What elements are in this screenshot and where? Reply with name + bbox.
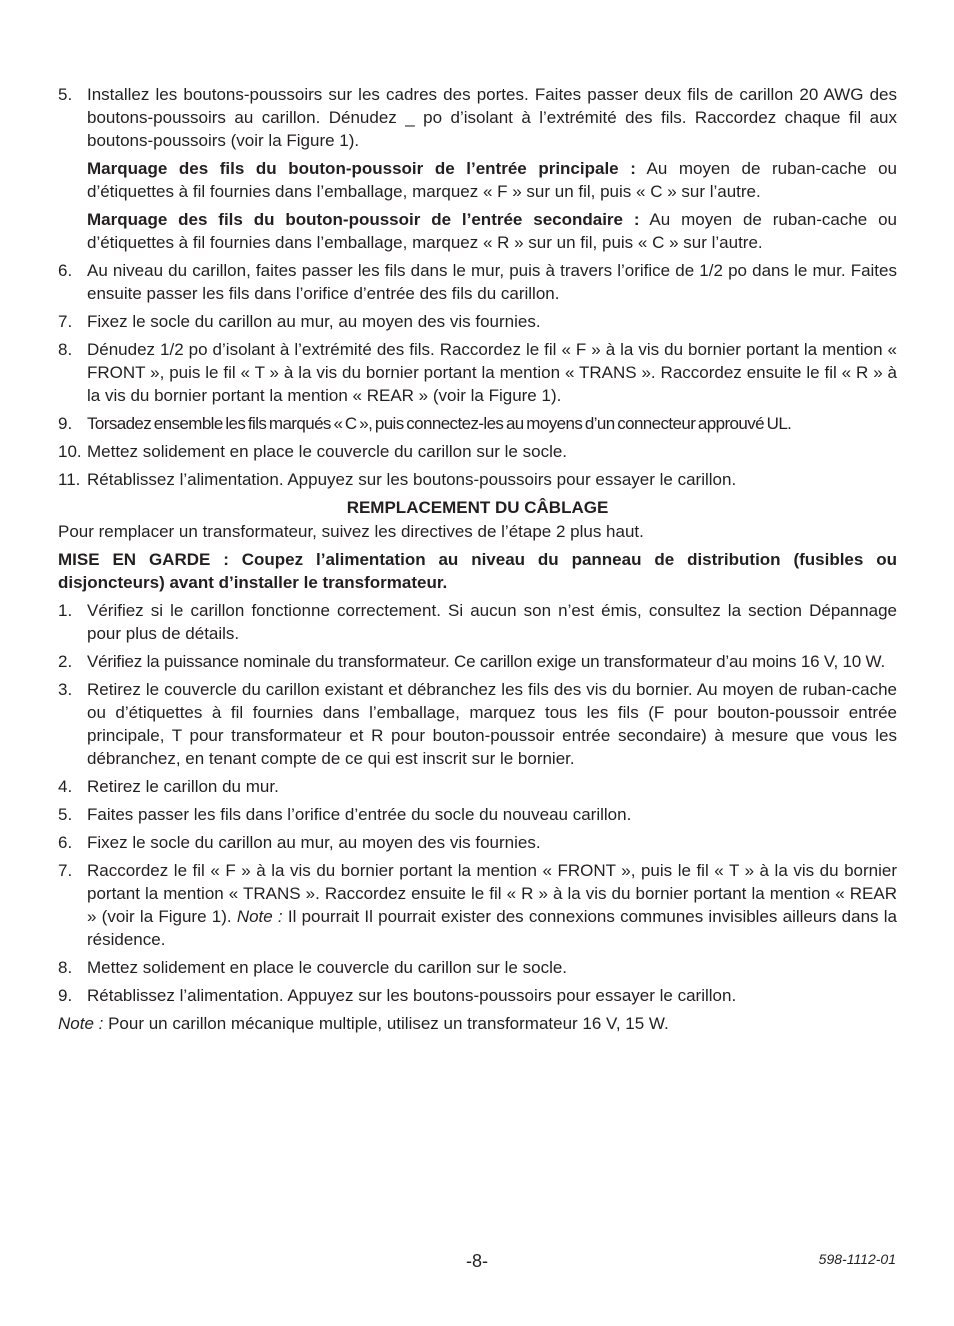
replacement-step-8 <box>58 956 897 979</box>
step-number: 5. <box>58 805 73 824</box>
replacement-step-5 <box>58 803 897 826</box>
step-text: Torsadez ensemble les fils marqués « C », puis connectez-les au moyens d’un connecteur approuvé UL. <box>87 414 792 433</box>
document-code: 598-1112-01 <box>818 1251 896 1267</box>
step-text: Mettez solidement en place le couvercle du carillon sur le socle. <box>87 958 568 977</box>
step-text: Mettez solidement en place le couvercle du carillon sur le socle. <box>87 442 568 461</box>
marking-front-text: Au moyen de ruban-cache ou d’étiquettes à fil fournies dans l’emballage, marquez « F » sur un fil, puis « C » sur l’autre. <box>87 159 897 201</box>
step-text: Faites passer les fils dans l’orifice d’entrée du socle du nouveau carillon. <box>87 805 632 824</box>
step-text: Raccordez le fil « F » à la vis du bornier portant la mention « FRONT », puis le fil « T » à la vis du bornier portant la mention « TRANS ». Raccordez ensuite le fil « R » à la vis du bornier portant la mention « REAR » (voir la Figure 1). <box>87 861 897 926</box>
step-text: Installez les boutons-poussoirs sur les cadres des portes. Faites passer deux fils de carillon 20 AWG des boutons-poussoirs au carillon. Dénudez _ po d’isolant à l’extrémité des fils. Raccordez chaque fil aux boutons-poussoirs (voir la Figure 1). <box>87 85 897 150</box>
replacement-step-4 <box>58 775 897 798</box>
install-step-6 <box>58 259 897 305</box>
replacement-intro: Pour remplacer un transformateur, suivez les directives de l’étape 2 plus haut. <box>58 522 644 541</box>
step-number: 5. <box>58 85 73 104</box>
note-text: Il pourrait Il pourrait exister des connexions communes invisibles ailleurs dans la résidence. <box>87 907 897 949</box>
marking-rear-text: Au moyen de ruban-cache ou d’étiquettes à fil fournies dans l’emballage, marquez « R » sur un fil, puis « C » sur l’autre. <box>87 210 897 252</box>
step-number: 8. <box>58 958 73 977</box>
replacement-step-6 <box>58 831 897 854</box>
step-number: 8. <box>58 340 73 359</box>
step-text: Vérifiez la puissance nominale du transformateur. Ce carillon exige un transformateur d’au moins 16 V, 10 W. <box>87 652 885 671</box>
install-step-5 <box>58 83 897 152</box>
step-text-block <box>87 859 897 951</box>
step-number: 7. <box>58 312 73 331</box>
step-number: 4. <box>58 777 73 796</box>
install-step-8 <box>58 338 897 407</box>
replacement-step-1 <box>58 599 897 645</box>
step-text: Retirez le couvercle du carillon existant et débranchez les fils des vis du bornier. Au moyen de ruban-cache ou d’étiquettes à fil fournies dans l’emballage, marquez tous les fils (F pour bouton-poussoir entrée principale, T pour transformateur et R pour bouton-poussoir entrée secondaire) à mesure que vous les débranchez, en tenant compte de ce qui est inscrit sur le bornier. <box>87 680 897 768</box>
step-number: 9. <box>58 986 73 1005</box>
install-step-10 <box>58 440 897 463</box>
step-number: 2. <box>58 652 73 671</box>
replacement-step-3 <box>58 678 897 770</box>
step-text: Rétablissez l’alimentation. Appuyez sur les boutons-poussoirs pour essayer le carillon. <box>87 986 737 1005</box>
install-step-9 <box>58 412 897 435</box>
step-text: Vérifiez si le carillon fonctionne correctement. Si aucun son n’est émis, consultez la section Dépannage pour plus de détails. <box>87 601 897 643</box>
section-heading: REMPLACEMENT DU CÂBLAGE <box>346 498 609 517</box>
step-number: 11. <box>58 470 81 489</box>
marking-rear-label: Marquage des fils du bouton-poussoir de l’entrée secondaire : <box>87 210 640 229</box>
marking-front-label: Marquage des fils du bouton-poussoir de l’entrée principale : <box>87 159 636 178</box>
step-text: Fixez le socle du carillon au mur, au moyen des vis fournies. <box>87 312 541 331</box>
step-text: Fixez le socle du carillon au mur, au moyen des vis fournies. <box>87 833 541 852</box>
replacement-step-7 <box>58 859 897 951</box>
note-label: Note : <box>236 907 283 926</box>
marking-front-paragraph <box>87 157 897 203</box>
replacement-step-9 <box>58 984 897 1007</box>
replacement-step-2 <box>58 650 897 673</box>
step-text: Au niveau du carillon, faites passer les fils dans le mur, puis à travers l’orifice de 1/2 po dans le mur. Faites ensuite passer les fils dans l’orifice d’entrée des fils du carillon. <box>87 261 897 303</box>
marking-rear-paragraph <box>87 208 897 254</box>
caution-warning: MISE EN GARDE : Coupez l’alimentation au niveau du panneau de distribution (fusibles ou disjoncteurs) avant d’installer le transformateur. <box>58 550 897 592</box>
step-text: Rétablissez l’alimentation. Appuyez sur les boutons-poussoirs pour essayer le carillon. <box>87 470 737 489</box>
step-text: Dénudez 1/2 po d’isolant à l’extrémité des fils. Raccordez le fil « F » à la vis du bornier portant la mention « FRONT », puis le fil « T » à la vis du bornier portant la mention « TRANS ». Raccordez ensuite le fil « R » à la vis du bornier portant la mention « REAR » (voir la Figure 1). <box>87 340 897 405</box>
step-text: Retirez le carillon du mur. <box>87 777 279 796</box>
final-note-text: Pour un carillon mécanique multiple, utilisez un transformateur 16 V, 15 W. <box>103 1014 669 1033</box>
install-step-7 <box>58 310 897 333</box>
step-number: 6. <box>58 833 73 852</box>
final-note <box>58 1012 897 1035</box>
step-number: 10. <box>58 442 82 461</box>
page-number: -8- <box>466 1251 488 1271</box>
step-number: 1. <box>58 601 73 620</box>
step-number: 9. <box>58 414 73 433</box>
install-step-11 <box>58 468 897 491</box>
final-note-label: Note : <box>58 1014 104 1033</box>
step-number: 6. <box>58 261 73 280</box>
step-number: 3. <box>58 680 73 699</box>
document-page <box>58 83 897 1040</box>
step-number: 7. <box>58 861 73 880</box>
